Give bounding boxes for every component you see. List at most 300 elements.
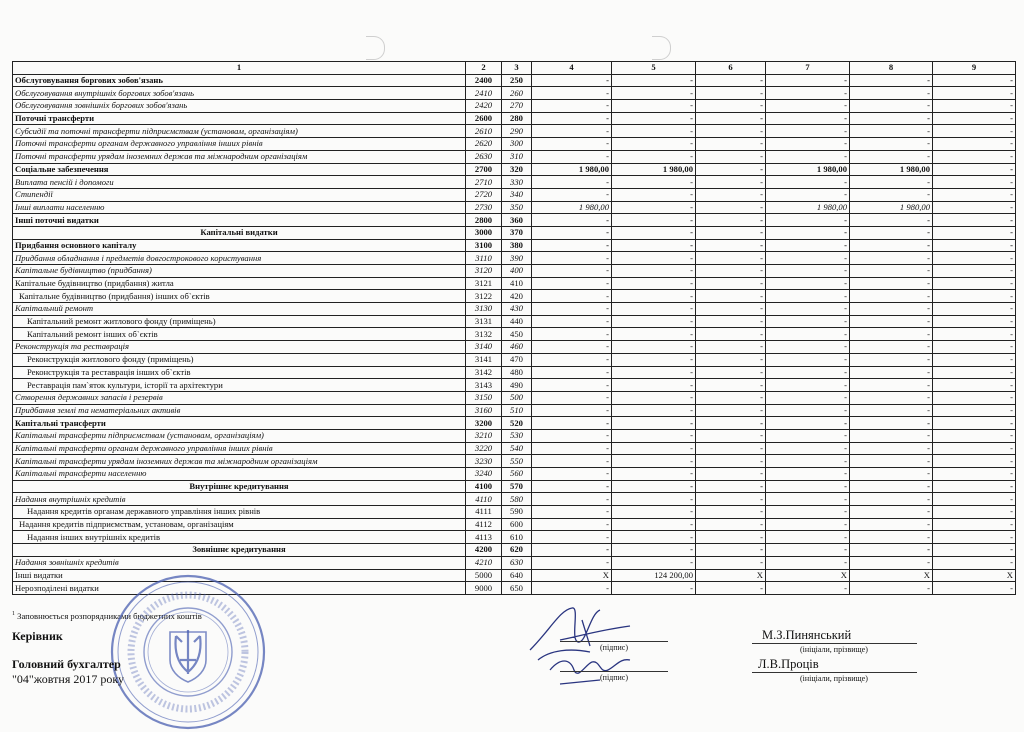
row-line-cell: 280 — [502, 112, 532, 125]
row-code-cell: 3120 — [466, 265, 502, 278]
row-code-cell: 4111 — [466, 506, 502, 519]
row-value-cell: - — [532, 379, 612, 392]
row-value-cell: - — [612, 442, 696, 455]
row-line-cell: 620 — [502, 544, 532, 557]
row-value-cell: - — [766, 328, 850, 341]
row-name-cell: Капітальний ремонт житлового фонду (приміщень) — [13, 315, 466, 328]
row-value-cell: - — [933, 582, 1016, 595]
row-line-cell: 630 — [502, 556, 532, 569]
row-name-cell: Капітальне будівництво (придбання) житла — [13, 277, 466, 290]
table-row — [13, 214, 1016, 227]
row-code-cell: 3132 — [466, 328, 502, 341]
head-signature-caption: (підпис) — [600, 643, 629, 652]
header-cell: 2 — [466, 62, 502, 75]
row-name-cell: Капітальні трансферти підприємствам (установам, організаціям) — [13, 429, 466, 442]
row-value-cell: - — [532, 214, 612, 227]
row-line-cell: 600 — [502, 518, 532, 531]
row-value-cell: - — [696, 417, 766, 430]
table-row — [13, 150, 1016, 163]
row-code-cell: 3200 — [466, 417, 502, 430]
row-value-cell: - — [612, 480, 696, 493]
row-value-cell: - — [850, 379, 933, 392]
row-value-cell: - — [766, 468, 850, 481]
expenditure-table — [12, 61, 1016, 595]
row-name-cell: Реконструкція та реставрація — [13, 341, 466, 354]
row-value-cell: - — [766, 125, 850, 138]
row-name-cell: Реконструкція та реставрація інших об`єктів — [13, 366, 466, 379]
table-row — [13, 353, 1016, 366]
row-code-cell: 4112 — [466, 518, 502, 531]
row-name-cell: Капітальні трансферти населенню — [13, 468, 466, 481]
row-value-cell: - — [933, 531, 1016, 544]
row-value-cell: - — [532, 518, 612, 531]
table-row — [13, 201, 1016, 214]
row-value-cell: - — [850, 188, 933, 201]
row-value-cell: - — [933, 506, 1016, 519]
row-value-cell: - — [933, 188, 1016, 201]
row-value-cell: - — [766, 506, 850, 519]
row-value-cell: - — [933, 341, 1016, 354]
row-line-cell: 380 — [502, 239, 532, 252]
row-value-cell: - — [532, 582, 612, 595]
table-row — [13, 112, 1016, 125]
table-row — [13, 277, 1016, 290]
row-name-cell: Капітальне будівництво (придбання) — [13, 265, 466, 278]
row-value-cell: - — [933, 252, 1016, 265]
row-value-cell: - — [612, 138, 696, 151]
row-value-cell: - — [933, 214, 1016, 227]
row-value-cell: - — [696, 226, 766, 239]
row-line-cell: 430 — [502, 303, 532, 316]
head-label: Керівник — [12, 629, 63, 643]
row-code-cell: 2630 — [466, 150, 502, 163]
row-value-cell: - — [532, 252, 612, 265]
row-value-cell: - — [933, 556, 1016, 569]
row-value-cell: - — [933, 544, 1016, 557]
table-row — [13, 468, 1016, 481]
row-name-cell: Виплата пенсій і допомоги — [13, 176, 466, 189]
row-value-cell: - — [850, 455, 933, 468]
row-value-cell: - — [612, 188, 696, 201]
row-code-cell: 2710 — [466, 176, 502, 189]
table-row — [13, 163, 1016, 176]
row-value-cell: - — [933, 176, 1016, 189]
row-value-cell: - — [696, 442, 766, 455]
row-value-cell: - — [850, 468, 933, 481]
row-line-cell: 270 — [502, 100, 532, 113]
row-line-cell: 610 — [502, 531, 532, 544]
row-value-cell: - — [933, 138, 1016, 151]
row-value-cell: - — [696, 531, 766, 544]
row-code-cell: 2730 — [466, 201, 502, 214]
row-value-cell: - — [696, 391, 766, 404]
row-name-cell: Надання кредитів підприємствам, установам, організаціям — [13, 518, 466, 531]
row-code-cell: 3150 — [466, 391, 502, 404]
table-row — [13, 303, 1016, 316]
row-value-cell: - — [532, 328, 612, 341]
row-value-cell: - — [532, 404, 612, 417]
row-value-cell: - — [696, 480, 766, 493]
row-value-cell: - — [850, 125, 933, 138]
table-row — [13, 379, 1016, 392]
row-code-cell: 4200 — [466, 544, 502, 557]
table-row — [13, 544, 1016, 557]
row-name-cell: Обслуговування зовнішніх боргових зобов'язань — [13, 100, 466, 113]
row-value-cell: - — [766, 100, 850, 113]
row-value-cell: - — [766, 531, 850, 544]
footnote-text: Заповнюється розпорядниками бюджетних коштів — [17, 611, 202, 621]
row-value-cell: - — [766, 252, 850, 265]
document-date: "04"жовтня 2017 року — [12, 672, 125, 686]
row-value-cell: - — [766, 277, 850, 290]
row-value-cell: - — [766, 74, 850, 87]
row-value-cell: - — [850, 214, 933, 227]
row-value-cell: - — [532, 87, 612, 100]
row-line-cell: 250 — [502, 74, 532, 87]
row-value-cell: - — [766, 290, 850, 303]
row-value-cell: - — [696, 125, 766, 138]
row-line-cell: 460 — [502, 341, 532, 354]
row-value-cell: - — [612, 531, 696, 544]
table-row — [13, 429, 1016, 442]
header-cell: 4 — [532, 62, 612, 75]
row-line-cell: 510 — [502, 404, 532, 417]
row-value-cell: - — [850, 315, 933, 328]
row-value-cell: - — [850, 226, 933, 239]
row-value-cell: - — [850, 404, 933, 417]
row-code-cell: 3220 — [466, 442, 502, 455]
row-code-cell: 2620 — [466, 138, 502, 151]
row-value-cell: - — [933, 442, 1016, 455]
row-value-cell: - — [766, 366, 850, 379]
row-value-cell: - — [696, 506, 766, 519]
chief-initials-caption: (ініціали, прізвище) — [800, 674, 868, 683]
row-value-cell: - — [696, 87, 766, 100]
table-row — [13, 125, 1016, 138]
row-code-cell: 2420 — [466, 100, 502, 113]
row-line-cell: 400 — [502, 265, 532, 278]
row-code-cell: 2410 — [466, 87, 502, 100]
row-value-cell: - — [933, 468, 1016, 481]
row-value-cell: - — [696, 265, 766, 278]
row-value-cell: - — [933, 379, 1016, 392]
row-value-cell: - — [532, 417, 612, 430]
table-row — [13, 328, 1016, 341]
row-value-cell: - — [766, 391, 850, 404]
row-code-cell: 2600 — [466, 112, 502, 125]
row-line-cell: 520 — [502, 417, 532, 430]
table-row — [13, 226, 1016, 239]
row-value-cell: - — [933, 315, 1016, 328]
row-value-cell: - — [850, 442, 933, 455]
row-value-cell: - — [612, 518, 696, 531]
row-value-cell: - — [850, 544, 933, 557]
row-value-cell: - — [532, 531, 612, 544]
row-value-cell: - — [766, 417, 850, 430]
row-value-cell: - — [612, 226, 696, 239]
row-name-cell: Соціальне забезпечення — [13, 163, 466, 176]
row-value-cell: - — [933, 100, 1016, 113]
row-value-cell: - — [933, 353, 1016, 366]
row-value-cell: - — [933, 391, 1016, 404]
row-code-cell: 5000 — [466, 569, 502, 582]
row-line-cell: 450 — [502, 328, 532, 341]
row-value-cell: - — [696, 379, 766, 392]
header-cell: 3 — [502, 62, 532, 75]
row-value-cell: - — [766, 544, 850, 557]
row-name-cell: Придбання основного капіталу — [13, 239, 466, 252]
row-value-cell: - — [933, 366, 1016, 379]
row-name-cell: Капітальний ремонт інших об`єктів — [13, 328, 466, 341]
row-code-cell: 2610 — [466, 125, 502, 138]
row-value-cell: - — [766, 150, 850, 163]
row-name-cell: Надання кредитів органам державного управління інших рівнів — [13, 506, 466, 519]
row-value-cell: - — [933, 303, 1016, 316]
row-name-cell: Поточні трансферти органам державного управління інших рівнів — [13, 138, 466, 151]
row-value-cell: - — [532, 226, 612, 239]
head-signature-line — [560, 641, 668, 642]
row-value-cell: - — [532, 366, 612, 379]
row-name-cell: Капітальні трансферти — [13, 417, 466, 430]
row-code-cell: 3121 — [466, 277, 502, 290]
row-value-cell: - — [612, 125, 696, 138]
row-code-cell: 3110 — [466, 252, 502, 265]
row-value-cell: - — [850, 277, 933, 290]
row-value-cell: - — [696, 341, 766, 354]
row-value-cell: - — [696, 74, 766, 87]
row-value-cell: - — [612, 429, 696, 442]
row-line-cell: 550 — [502, 455, 532, 468]
table-row — [13, 100, 1016, 113]
row-line-cell: 590 — [502, 506, 532, 519]
row-value-cell: - — [612, 290, 696, 303]
row-value-cell: 1 980,00 — [850, 201, 933, 214]
row-code-cell: 4110 — [466, 493, 502, 506]
row-value-cell: - — [612, 74, 696, 87]
head-initials-caption: (ініціали, прізвище) — [800, 645, 868, 654]
row-line-cell: 640 — [502, 569, 532, 582]
row-name-cell: Обслуговування боргових зобов'язань — [13, 74, 466, 87]
row-line-cell: 310 — [502, 150, 532, 163]
table-row — [13, 455, 1016, 468]
row-value-cell: - — [532, 290, 612, 303]
row-value-cell: - — [612, 404, 696, 417]
row-value-cell: - — [612, 468, 696, 481]
row-name-cell: Капітальний ремонт — [13, 303, 466, 316]
row-value-cell: - — [766, 480, 850, 493]
row-value-cell: - — [850, 87, 933, 100]
row-value-cell: - — [532, 188, 612, 201]
row-value-cell: - — [766, 87, 850, 100]
row-value-cell: - — [850, 391, 933, 404]
table-row — [13, 404, 1016, 417]
row-line-cell: 330 — [502, 176, 532, 189]
row-value-cell: - — [532, 556, 612, 569]
row-code-cell: 3131 — [466, 315, 502, 328]
row-value-cell: - — [532, 493, 612, 506]
table-row — [13, 531, 1016, 544]
table-row — [13, 87, 1016, 100]
row-line-cell: 290 — [502, 125, 532, 138]
row-value-cell: - — [532, 429, 612, 442]
row-line-cell: 360 — [502, 214, 532, 227]
table-row — [13, 556, 1016, 569]
row-value-cell: - — [696, 493, 766, 506]
row-name-cell: Придбання обладнання і предметів довгострокового користування — [13, 252, 466, 265]
row-value-cell: - — [696, 315, 766, 328]
row-value-cell: - — [933, 493, 1016, 506]
row-value-cell: - — [696, 112, 766, 125]
chief-accountant-label: Головний бухгалтер — [12, 657, 121, 671]
row-value-cell: - — [766, 582, 850, 595]
row-value-cell: X — [532, 569, 612, 582]
row-line-cell: 530 — [502, 429, 532, 442]
table-row — [13, 290, 1016, 303]
table-row — [13, 391, 1016, 404]
row-value-cell: - — [766, 265, 850, 278]
chief-name: Л.В.Проців — [758, 657, 819, 671]
row-value-cell: - — [766, 226, 850, 239]
row-code-cell: 2800 — [466, 214, 502, 227]
row-value-cell: - — [850, 582, 933, 595]
row-value-cell: - — [766, 188, 850, 201]
row-name-cell: Надання інших внутрішніх кредитів — [13, 531, 466, 544]
row-code-cell: 3100 — [466, 239, 502, 252]
row-line-cell: 650 — [502, 582, 532, 595]
row-value-cell: - — [933, 455, 1016, 468]
row-value-cell: - — [766, 315, 850, 328]
row-value-cell: 124 200,00 — [612, 569, 696, 582]
row-value-cell: - — [696, 239, 766, 252]
row-value-cell: - — [696, 353, 766, 366]
row-name-cell: Нерозподілені видатки — [13, 582, 466, 595]
row-line-cell: 390 — [502, 252, 532, 265]
row-value-cell: - — [933, 87, 1016, 100]
head-name: М.З.Пинянський — [762, 628, 852, 642]
row-value-cell: - — [612, 100, 696, 113]
head-name-line — [752, 643, 917, 644]
row-value-cell: - — [766, 341, 850, 354]
row-value-cell: - — [933, 518, 1016, 531]
row-value-cell: - — [850, 290, 933, 303]
punch-hole-left — [366, 36, 385, 60]
row-value-cell: - — [933, 328, 1016, 341]
table-row — [13, 493, 1016, 506]
row-value-cell: - — [766, 442, 850, 455]
row-value-cell: - — [850, 252, 933, 265]
row-value-cell: - — [933, 277, 1016, 290]
row-value-cell: - — [532, 239, 612, 252]
row-name-cell: Капітальні трансферти органам державного управління інших рівнів — [13, 442, 466, 455]
row-name-cell: Надання внутрішніх кредитів — [13, 493, 466, 506]
row-value-cell: - — [696, 100, 766, 113]
row-value-cell: - — [766, 176, 850, 189]
table-row — [13, 252, 1016, 265]
row-value-cell: - — [933, 265, 1016, 278]
row-line-cell: 320 — [502, 163, 532, 176]
row-value-cell: - — [612, 214, 696, 227]
row-code-cell: 4113 — [466, 531, 502, 544]
row-value-cell: - — [850, 176, 933, 189]
row-value-cell: - — [532, 150, 612, 163]
row-value-cell: - — [612, 176, 696, 189]
row-line-cell: 570 — [502, 480, 532, 493]
row-name-cell: Стипендії — [13, 188, 466, 201]
row-name-cell: Поточні трансферти урядам іноземних держав та міжнародним організаціям — [13, 150, 466, 163]
row-value-cell: - — [532, 391, 612, 404]
row-code-cell: 3122 — [466, 290, 502, 303]
row-value-cell: - — [933, 226, 1016, 239]
row-value-cell: - — [850, 138, 933, 151]
row-value-cell: - — [696, 138, 766, 151]
row-value-cell: - — [933, 112, 1016, 125]
row-value-cell: - — [612, 366, 696, 379]
row-value-cell: - — [612, 112, 696, 125]
row-value-cell: - — [933, 163, 1016, 176]
row-value-cell: - — [766, 455, 850, 468]
row-name-cell: Надання зовнішніх кредитів — [13, 556, 466, 569]
header-cell: 8 — [850, 62, 933, 75]
row-value-cell: - — [766, 353, 850, 366]
row-value-cell: - — [696, 303, 766, 316]
row-value-cell: 1 980,00 — [612, 163, 696, 176]
table-row — [13, 366, 1016, 379]
row-value-cell: - — [532, 265, 612, 278]
row-value-cell: - — [933, 125, 1016, 138]
row-value-cell: - — [850, 556, 933, 569]
row-value-cell: - — [933, 417, 1016, 430]
row-value-cell: - — [850, 100, 933, 113]
row-value-cell: X — [696, 569, 766, 582]
row-value-cell: - — [850, 366, 933, 379]
row-line-cell: 580 — [502, 493, 532, 506]
row-line-cell: 350 — [502, 201, 532, 214]
row-name-cell: Капітальні видатки — [13, 226, 466, 239]
row-value-cell: - — [696, 201, 766, 214]
row-value-cell: - — [850, 303, 933, 316]
row-value-cell: - — [696, 150, 766, 163]
row-value-cell: - — [766, 303, 850, 316]
row-code-cell: 3130 — [466, 303, 502, 316]
row-code-cell: 2400 — [466, 74, 502, 87]
row-value-cell: - — [850, 265, 933, 278]
row-value-cell: - — [612, 544, 696, 557]
row-value-cell: - — [532, 125, 612, 138]
row-value-cell: - — [850, 480, 933, 493]
table-row — [13, 480, 1016, 493]
row-value-cell: - — [532, 506, 612, 519]
row-value-cell: - — [696, 188, 766, 201]
row-value-cell: - — [612, 87, 696, 100]
row-value-cell: - — [766, 214, 850, 227]
row-value-cell: - — [532, 176, 612, 189]
row-value-cell: - — [696, 252, 766, 265]
row-value-cell: 1 980,00 — [766, 201, 850, 214]
row-value-cell: - — [850, 150, 933, 163]
row-value-cell: - — [696, 290, 766, 303]
table-row — [13, 417, 1016, 430]
table-row — [13, 239, 1016, 252]
punch-hole-right — [652, 36, 671, 60]
row-value-cell: - — [933, 201, 1016, 214]
row-value-cell: - — [532, 303, 612, 316]
row-value-cell: - — [532, 353, 612, 366]
table-row — [13, 341, 1016, 354]
row-value-cell: - — [532, 315, 612, 328]
row-value-cell: - — [850, 353, 933, 366]
row-value-cell: - — [612, 391, 696, 404]
row-name-cell: Обслуговування внутрішніх боргових зобов'язань — [13, 87, 466, 100]
